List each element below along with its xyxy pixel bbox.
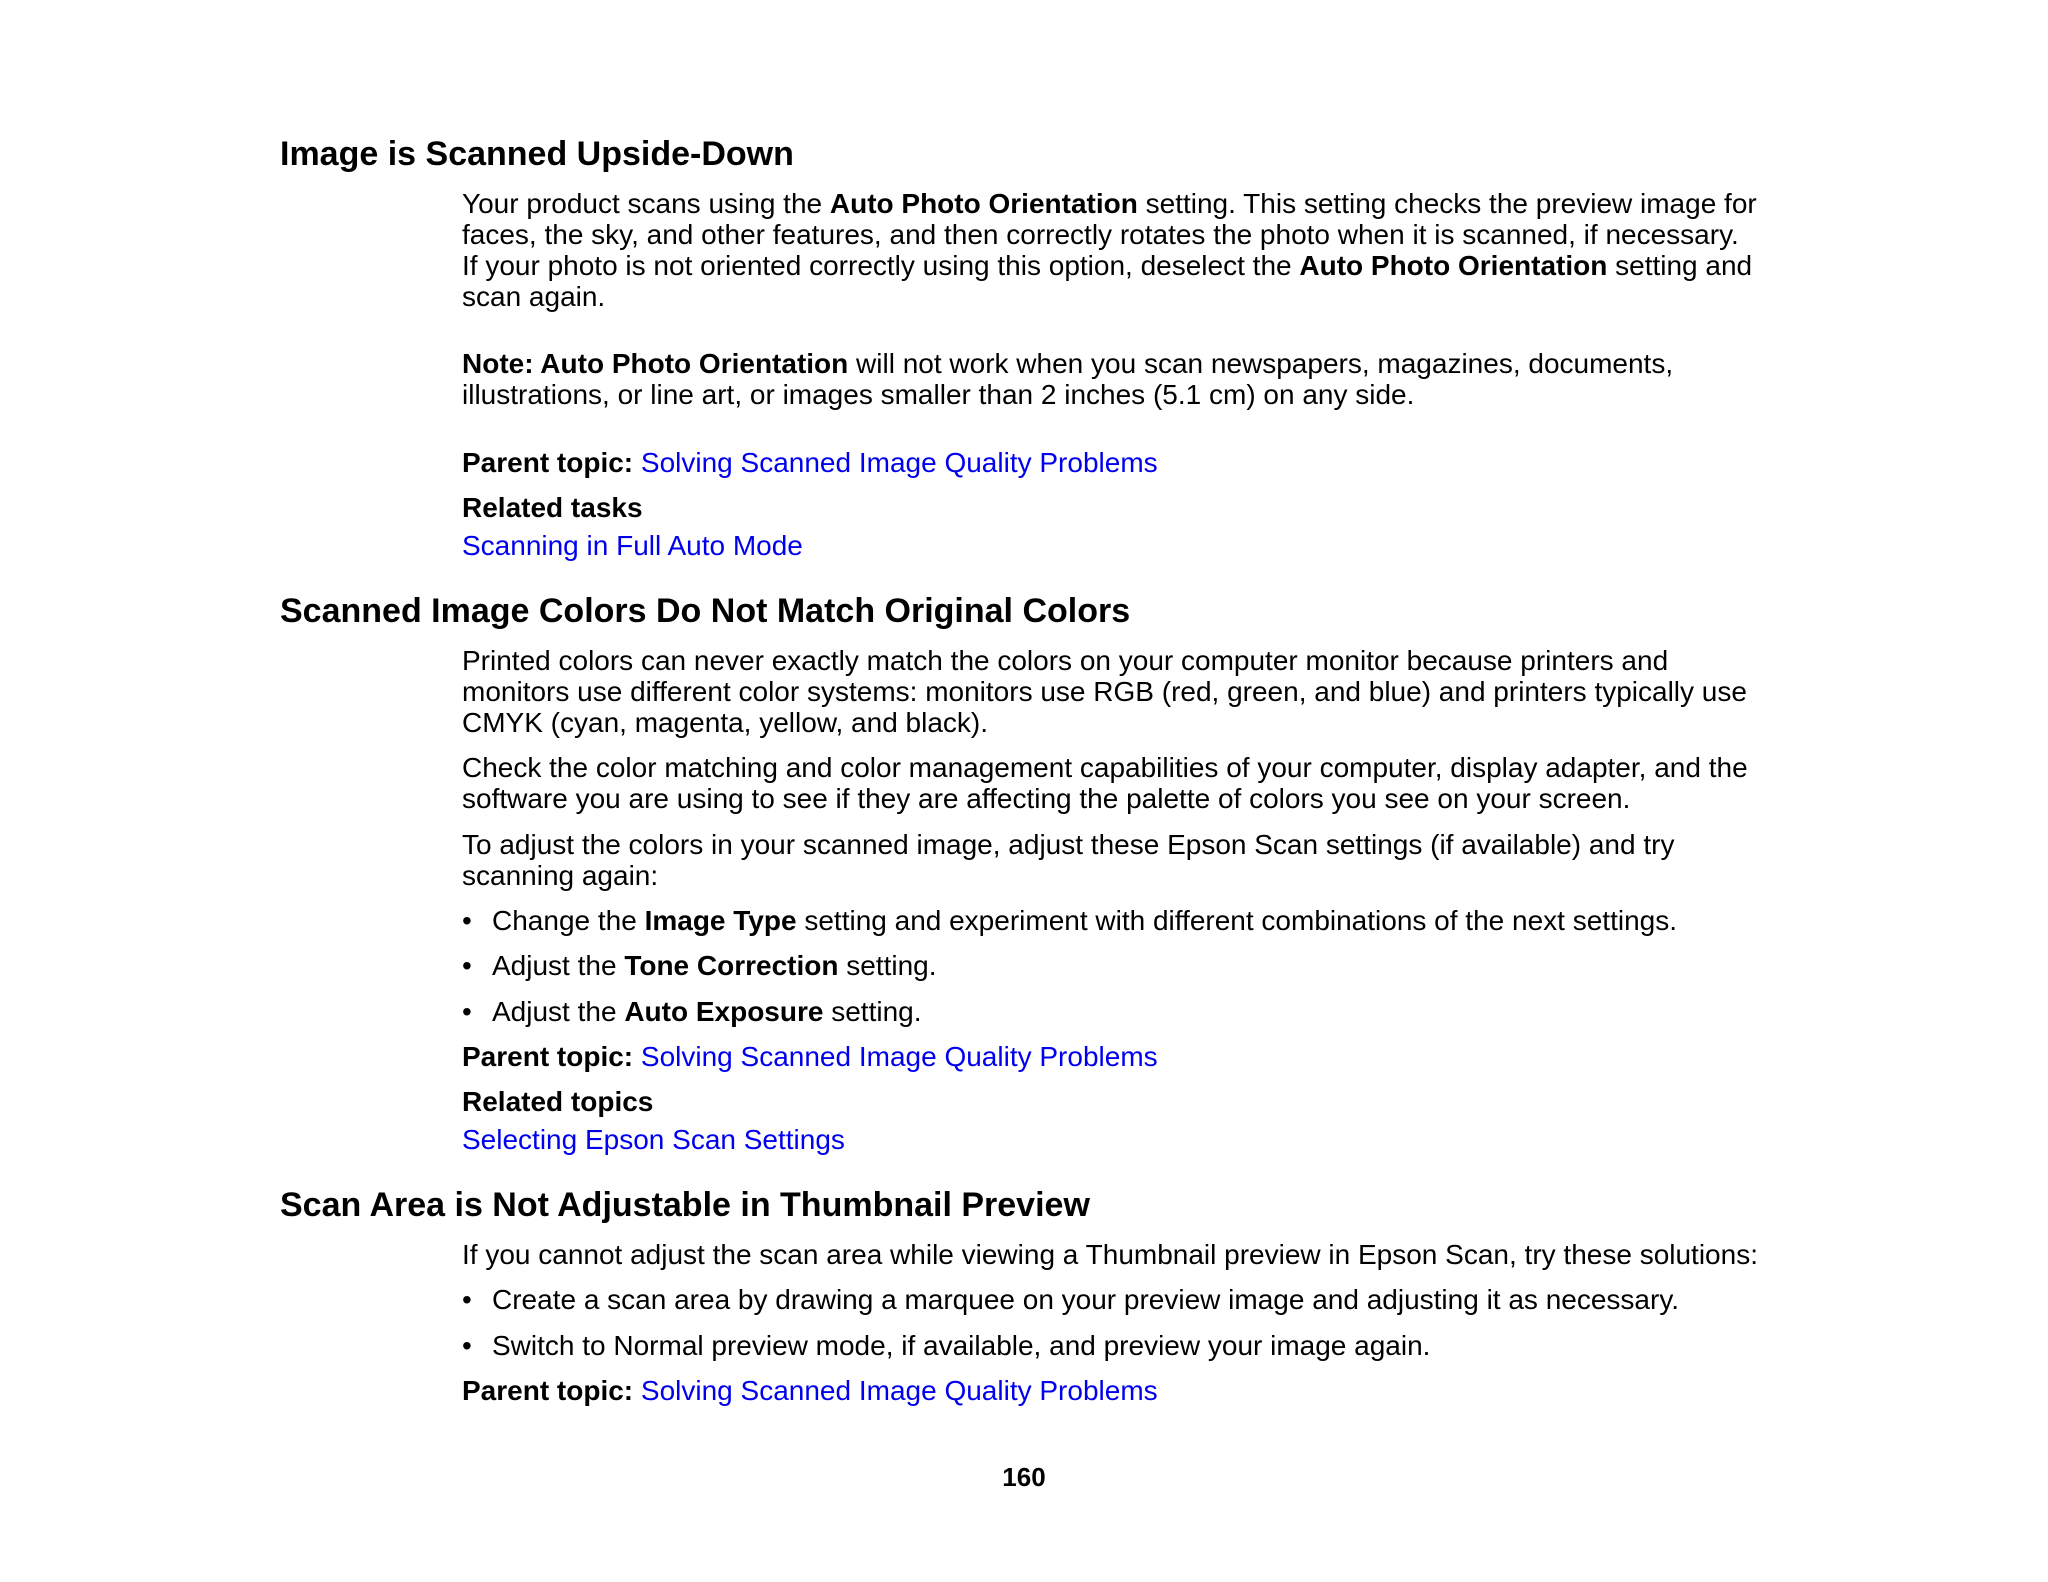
bullet-glyph: • (462, 1330, 472, 1361)
related-task-link[interactable]: Scanning in Full Auto Mode (462, 530, 803, 561)
parent-topic-link[interactable]: Solving Scanned Image Quality Problems (640, 1041, 1158, 1072)
page-number: 160 (1002, 1462, 1046, 1492)
section-heading-scan-area: Scan Area is Not Adjustable in Thumbnail Preview (280, 1186, 1090, 1224)
parent-topic-link[interactable]: Solving Scanned Image Quality Problems (640, 1375, 1158, 1406)
related-tasks-heading: Related tasks (462, 492, 643, 523)
related-task-line (462, 530, 1762, 561)
list-item: • Adjust the Tone Correction setting. (462, 950, 937, 981)
paragraph-auto-orientation: Your product scans using the Auto Photo Orientation setting. This setting checks the preview image for faces, the sky, and other features, and then correctly rotates the photo when it is scanned, if necessary. If your photo is not oriented correctly using this option, deselect the Auto Photo Orientation setting and scan again. (462, 188, 1757, 312)
section-heading-colors: Scanned Image Colors Do Not Match Original Colors (280, 592, 1131, 630)
list-item: • Adjust the Auto Exposure setting. (462, 996, 922, 1027)
paragraph-color-systems: Printed colors can never exactly match the colors on your computer monitor because printers and monitors use different color systems: monitors use RGB (red, green, and blue) and printers typically use CMYK (cyan, magenta, yellow, and black). (462, 645, 1747, 738)
parent-topic-link[interactable]: Solving Scanned Image Quality Problems (640, 447, 1158, 478)
bullet-glyph: • (462, 950, 472, 981)
paragraph-color-management: Check the color matching and color management capabilities of your computer, display adapter, and the software you are using to see if they are affecting the palette of colors you see on your screen. (462, 752, 1748, 814)
section-heading-upside-down: Image is Scanned Upside-Down (280, 135, 794, 173)
related-topic-link[interactable]: Selecting Epson Scan Settings (462, 1124, 845, 1155)
bullet-glyph: • (462, 996, 472, 1027)
parent-topic-line: Parent topic: Solving Scanned Image Quality Problems (462, 1375, 1158, 1406)
note-paragraph: Note: Auto Photo Orientation will not work when you scan newspapers, magazines, documents, illustrations, or line art, or images smaller than 2 inches (5.1 cm) on any side. (462, 348, 1674, 410)
parent-topic-line: Parent topic: Solving Scanned Image Quality Problems (462, 1041, 1158, 1072)
related-topic-line (462, 1124, 1762, 1155)
related-topics-heading: Related topics (462, 1086, 654, 1117)
list-item: • Switch to Normal preview mode, if available, and preview your image again. (462, 1330, 1431, 1361)
bullet-glyph: • (462, 1284, 472, 1315)
list-item: • Change the Image Type setting and experiment with different combinations of the next settings. (462, 905, 1677, 936)
paragraph-adjust-colors: To adjust the colors in your scanned image, adjust these Epson Scan settings (if available) and try scanning again: (462, 829, 1675, 891)
bullet-glyph: • (462, 905, 472, 936)
parent-topic-line: Parent topic: Solving Scanned Image Quality Problems (462, 447, 1158, 478)
list-item: • Create a scan area by drawing a marquee on your preview image and adjusting it as necessary. (462, 1284, 1680, 1315)
paragraph-scan-area-intro: If you cannot adjust the scan area while viewing a Thumbnail preview in Epson Scan, try these solutions: (462, 1239, 1758, 1270)
